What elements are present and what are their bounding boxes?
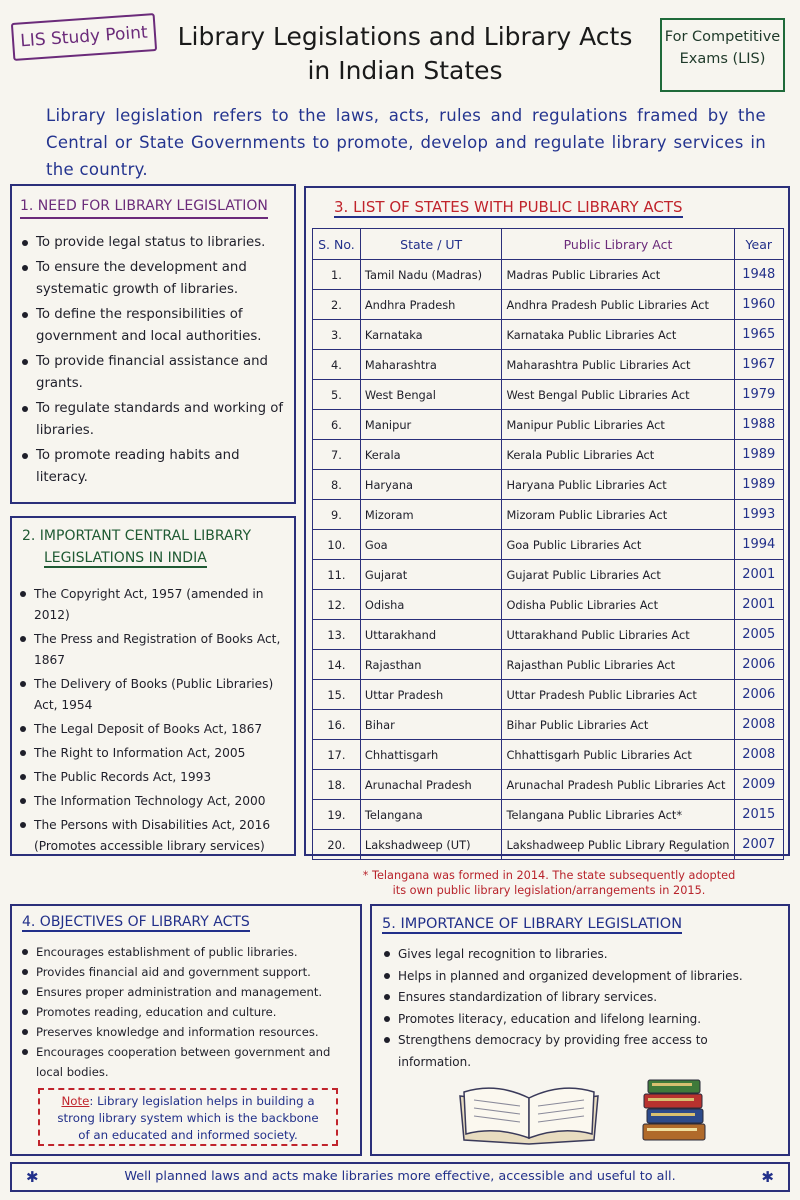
intro-paragraph: Library legislation refers to the laws, acts, rules and regulations framed by the Central or State Governments to promote, develop and regulate library services in the country. bbox=[46, 106, 766, 179]
cell-state: Uttar Pradesh bbox=[360, 680, 502, 710]
note-line2: strong library system which is the backbone bbox=[57, 1111, 319, 1125]
cell-year: 2008 bbox=[734, 740, 783, 770]
list-item: To ensure the development and systematic growth of libraries. bbox=[20, 257, 290, 301]
cell-state: Haryana bbox=[360, 470, 502, 500]
cell-sno: 4. bbox=[313, 350, 361, 380]
cell-year: 1988 bbox=[734, 410, 783, 440]
note-line1 bbox=[40, 1093, 336, 1110]
cell-state: Uttarakhand bbox=[360, 620, 502, 650]
cell-act: Odisha Public Libraries Act bbox=[502, 590, 734, 620]
list-item: Helps in planned and organized development of libraries. bbox=[382, 966, 782, 988]
page-title-line2: in Indian States bbox=[307, 56, 503, 85]
cell-act: Maharashtra Public Libraries Act bbox=[502, 350, 734, 380]
cell-state: Odisha bbox=[360, 590, 502, 620]
cell-year: 2015 bbox=[734, 800, 783, 830]
cell-state: Telangana bbox=[360, 800, 502, 830]
list-item: The Copyright Act, 1957 (amended in 2012) bbox=[18, 584, 296, 626]
list-item: Encourages cooperation between government and local bodies. bbox=[20, 1042, 358, 1082]
central-heading-line2: LEGISLATIONS IN INDIA bbox=[44, 550, 207, 566]
list-item: To define the responsibilities of government and local authorities. bbox=[20, 304, 290, 348]
cell-year: 1965 bbox=[734, 320, 783, 350]
brand-badge: LIS Study Point bbox=[11, 13, 157, 61]
cell-act: Haryana Public Libraries Act bbox=[502, 470, 734, 500]
table-row bbox=[313, 830, 784, 860]
table-row bbox=[313, 380, 784, 410]
cell-year: 2008 bbox=[734, 710, 783, 740]
cell-state: Goa bbox=[360, 530, 502, 560]
list-item: Strengthens democracy by providing free access to information. bbox=[382, 1030, 782, 1073]
table-row bbox=[313, 410, 784, 440]
list-item: Ensures standardization of library services. bbox=[382, 987, 782, 1009]
cell-state: Rajasthan bbox=[360, 650, 502, 680]
list-item: To regulate standards and working of libraries. bbox=[20, 398, 290, 442]
cell-year: 2006 bbox=[734, 680, 783, 710]
list-item: Promotes reading, education and culture. bbox=[20, 1002, 358, 1022]
cell-year: 1994 bbox=[734, 530, 783, 560]
column-header-act: Public Library Act bbox=[502, 229, 734, 260]
table-row bbox=[313, 560, 784, 590]
cell-sno: 1. bbox=[313, 260, 361, 290]
cell-sno: 12. bbox=[313, 590, 361, 620]
cell-sno: 15. bbox=[313, 680, 361, 710]
cell-sno: 11. bbox=[313, 560, 361, 590]
cell-act: Goa Public Libraries Act bbox=[502, 530, 734, 560]
need-section bbox=[10, 184, 296, 504]
cell-year: 2001 bbox=[734, 590, 783, 620]
list-item: The Public Records Act, 1993 bbox=[18, 767, 296, 788]
note-box bbox=[38, 1088, 338, 1146]
page-title bbox=[160, 20, 650, 88]
column-header-sno: S. No. bbox=[313, 229, 361, 260]
cell-act: Bihar Public Libraries Act bbox=[502, 710, 734, 740]
cell-year: 2007 bbox=[734, 830, 783, 860]
star-icon: ✱ bbox=[761, 1168, 774, 1186]
table-row bbox=[313, 530, 784, 560]
table-row bbox=[313, 440, 784, 470]
cell-state: Maharashtra bbox=[360, 350, 502, 380]
list-item: To promote reading habits and literacy. bbox=[20, 445, 290, 489]
list-item: Promotes literacy, education and lifelong learning. bbox=[382, 1009, 782, 1031]
cell-sno: 19. bbox=[313, 800, 361, 830]
list-item: To provide financial assistance and grants. bbox=[20, 351, 290, 395]
list-item: Provides financial aid and government support. bbox=[20, 962, 358, 982]
cell-state: West Bengal bbox=[360, 380, 502, 410]
list-item: The Legal Deposit of Books Act, 1867 bbox=[18, 719, 296, 740]
table-row bbox=[313, 770, 784, 800]
acts-list-section bbox=[304, 186, 790, 856]
cell-act: West Bengal Public Libraries Act bbox=[502, 380, 734, 410]
list-item: The Right to Information Act, 2005 bbox=[18, 743, 296, 764]
cell-year: 2005 bbox=[734, 620, 783, 650]
exam-tag bbox=[660, 18, 785, 92]
column-header-state: State / UT bbox=[360, 229, 502, 260]
cell-act: Chhattisgarh Public Libraries Act bbox=[502, 740, 734, 770]
list-item: The Press and Registration of Books Act, 1867 bbox=[18, 629, 296, 671]
cell-sno: 9. bbox=[313, 500, 361, 530]
list-item: Preserves knowledge and information resources. bbox=[20, 1022, 358, 1042]
cell-state: Lakshadweep (UT) bbox=[360, 830, 502, 860]
table-row bbox=[313, 800, 784, 830]
cell-act: Andhra Pradesh Public Libraries Act bbox=[502, 290, 734, 320]
footnote-line2: its own public library legislation/arrangements in 2015. bbox=[392, 884, 706, 897]
table-row bbox=[313, 590, 784, 620]
cell-sno: 6. bbox=[313, 410, 361, 440]
cell-act: Mizoram Public Libraries Act bbox=[502, 500, 734, 530]
cell-state: Andhra Pradesh bbox=[360, 290, 502, 320]
importance-section bbox=[370, 904, 790, 1156]
acts-table bbox=[312, 228, 784, 860]
central-legislations-section bbox=[10, 516, 296, 856]
cell-act: Gujarat Public Libraries Act bbox=[502, 560, 734, 590]
acts-heading: 3. LIST OF STATES WITH PUBLIC LIBRARY ACTS bbox=[334, 198, 683, 216]
open-book-icon bbox=[454, 1074, 604, 1146]
cell-act: Telangana Public Libraries Act* bbox=[502, 800, 734, 830]
table-row bbox=[313, 710, 784, 740]
table-row bbox=[313, 680, 784, 710]
need-heading: 1. NEED FOR LIBRARY LEGISLATION bbox=[20, 198, 268, 219]
cell-act: Uttar Pradesh Public Libraries Act bbox=[502, 680, 734, 710]
table-row bbox=[313, 620, 784, 650]
cell-year: 1948 bbox=[734, 260, 783, 290]
central-heading-line1: 2. IMPORTANT CENTRAL LIBRARY bbox=[22, 528, 251, 544]
cell-act: Uttarakhand Public Libraries Act bbox=[502, 620, 734, 650]
importance-list bbox=[382, 944, 782, 1073]
cell-state: Manipur bbox=[360, 410, 502, 440]
objectives-section bbox=[10, 904, 362, 1156]
cell-act: Arunachal Pradesh Public Libraries Act bbox=[502, 770, 734, 800]
cell-act: Manipur Public Libraries Act bbox=[502, 410, 734, 440]
cell-sno: 17. bbox=[313, 740, 361, 770]
note-label: Note bbox=[61, 1094, 90, 1108]
list-item: Encourages establishment of public libraries. bbox=[20, 942, 358, 962]
cell-sno: 20. bbox=[313, 830, 361, 860]
cell-state: Tamil Nadu (Madras) bbox=[360, 260, 502, 290]
cell-sno: 5. bbox=[313, 380, 361, 410]
book-stack-icon bbox=[642, 1072, 708, 1148]
objectives-heading: 4. OBJECTIVES OF LIBRARY ACTS bbox=[22, 914, 250, 930]
table-row bbox=[313, 320, 784, 350]
cell-act: Kerala Public Libraries Act bbox=[502, 440, 734, 470]
cell-year: 1993 bbox=[734, 500, 783, 530]
table-row bbox=[313, 470, 784, 500]
footer-text: Well planned laws and acts make libraries more effective, accessible and useful to all. bbox=[124, 1169, 676, 1184]
cell-act: Rajasthan Public Libraries Act bbox=[502, 650, 734, 680]
cell-sno: 3. bbox=[313, 320, 361, 350]
exam-tag-line1: For Competitive bbox=[664, 29, 781, 45]
cell-year: 1979 bbox=[734, 380, 783, 410]
cell-state: Arunachal Pradesh bbox=[360, 770, 502, 800]
cell-sno: 18. bbox=[313, 770, 361, 800]
cell-year: 1989 bbox=[734, 440, 783, 470]
cell-act: Madras Public Libraries Act bbox=[502, 260, 734, 290]
telangana-footnote bbox=[306, 868, 792, 898]
cell-year: 2006 bbox=[734, 650, 783, 680]
table-row bbox=[313, 650, 784, 680]
cell-year: 1967 bbox=[734, 350, 783, 380]
cell-sno: 16. bbox=[313, 710, 361, 740]
star-icon: ✱ bbox=[26, 1168, 39, 1186]
list-item: The Delivery of Books (Public Libraries) Act, 1954 bbox=[18, 674, 296, 716]
list-item: The Information Technology Act, 2000 bbox=[18, 791, 296, 812]
note-text1: : Library legislation helps in building a bbox=[89, 1094, 315, 1108]
cell-state: Chhattisgarh bbox=[360, 740, 502, 770]
list-item: Ensures proper administration and management. bbox=[20, 982, 358, 1002]
cell-year: 2009 bbox=[734, 770, 783, 800]
table-row bbox=[313, 500, 784, 530]
cell-sno: 8. bbox=[313, 470, 361, 500]
cell-year: 1960 bbox=[734, 290, 783, 320]
cell-state: Karnataka bbox=[360, 320, 502, 350]
table-row bbox=[313, 260, 784, 290]
exam-tag-line2: Exams (LIS) bbox=[679, 51, 766, 67]
cell-state: Kerala bbox=[360, 440, 502, 470]
table-row bbox=[313, 290, 784, 320]
table-header-row bbox=[313, 229, 784, 260]
list-item: To provide legal status to libraries. bbox=[20, 232, 290, 254]
table-row bbox=[313, 350, 784, 380]
column-header-year: Year bbox=[734, 229, 783, 260]
acts-table-body bbox=[313, 260, 784, 860]
footer-banner bbox=[10, 1162, 790, 1192]
cell-sno: 13. bbox=[313, 620, 361, 650]
table-row bbox=[313, 740, 784, 770]
cell-state: Mizoram bbox=[360, 500, 502, 530]
objectives-list bbox=[20, 942, 358, 1082]
cell-sno: 10. bbox=[313, 530, 361, 560]
note-line3: of an educated and informed society. bbox=[78, 1128, 298, 1142]
cell-sno: 7. bbox=[313, 440, 361, 470]
footnote-line1: * Telangana was formed in 2014. The state subsequently adopted bbox=[362, 869, 736, 882]
cell-state: Bihar bbox=[360, 710, 502, 740]
need-list bbox=[20, 232, 290, 492]
page-title-line1: Library Legislations and Library Acts bbox=[177, 22, 633, 51]
list-item: The Persons with Disabilities Act, 2016 (Promotes accessible library services) bbox=[18, 815, 296, 857]
central-list bbox=[18, 584, 296, 860]
cell-year: 1989 bbox=[734, 470, 783, 500]
importance-heading: 5. IMPORTANCE OF LIBRARY LEGISLATION bbox=[382, 916, 683, 932]
cell-year: 2001 bbox=[734, 560, 783, 590]
list-item: Gives legal recognition to libraries. bbox=[382, 944, 782, 966]
cell-act: Lakshadweep Public Library Regulation bbox=[502, 830, 734, 860]
cell-act: Karnataka Public Libraries Act bbox=[502, 320, 734, 350]
cell-sno: 14. bbox=[313, 650, 361, 680]
cell-state: Gujarat bbox=[360, 560, 502, 590]
cell-sno: 2. bbox=[313, 290, 361, 320]
